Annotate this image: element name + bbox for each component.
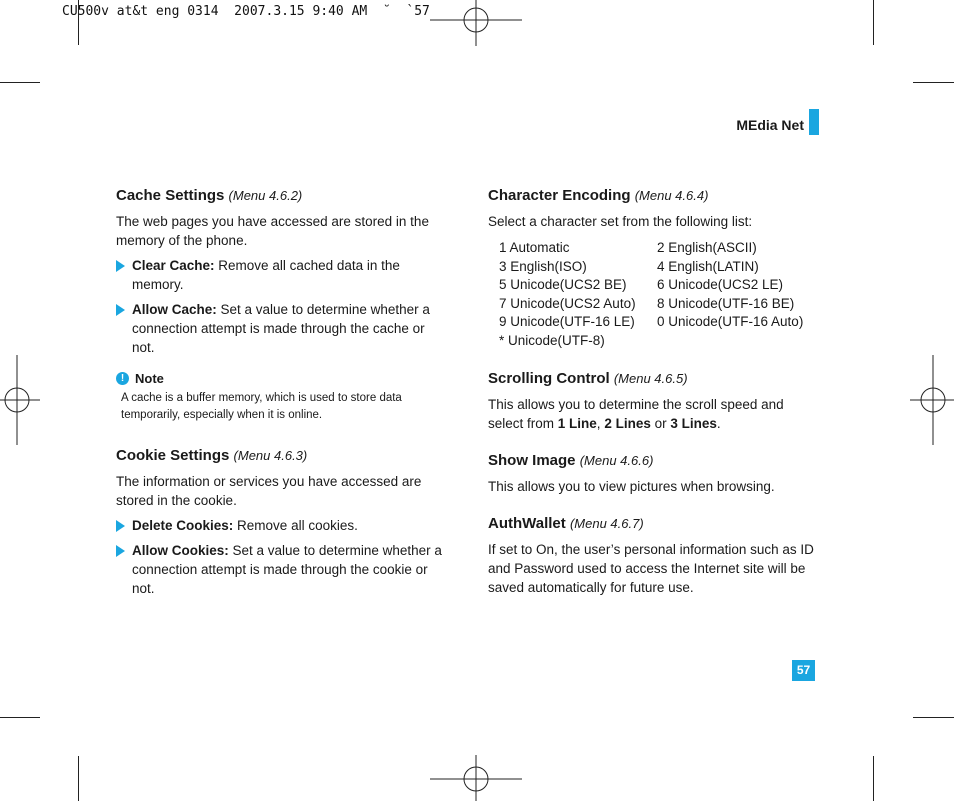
print-header: CU500v at&t eng 0314 2007.3.15 9:40 AM ˘ `57 bbox=[62, 4, 430, 19]
bullet-allow-cache bbox=[116, 300, 446, 357]
registration-mark-top bbox=[430, 0, 522, 48]
charset-option: 1 Automatic bbox=[499, 240, 570, 255]
crop-mark bbox=[0, 717, 40, 718]
cookie-intro: The information or services you have accessed are stored in the cookie. bbox=[116, 474, 422, 508]
menu-path: (Menu 4.6.2) bbox=[228, 188, 303, 203]
encoding-intro: Select a character set from the following list: bbox=[488, 214, 753, 229]
registration-mark-right bbox=[910, 355, 954, 445]
heading-title: Scrolling Control bbox=[488, 369, 610, 387]
exclamation-icon: ! bbox=[116, 372, 129, 385]
charset-option bbox=[657, 332, 827, 351]
menu-path: (Menu 4.6.7) bbox=[569, 515, 644, 531]
arrow-bullet-icon bbox=[116, 260, 125, 272]
charset-option: 8 Unicode(UTF-16 BE) bbox=[657, 295, 795, 311]
bullet-text: Remove all cookies. bbox=[233, 518, 358, 533]
bullet-label: Clear Cache: bbox=[132, 258, 215, 273]
scrolling-control-heading bbox=[488, 369, 818, 389]
charset-option: 7 Unicode(UCS2 Auto) bbox=[499, 295, 636, 311]
authwallet-text: If set to On, the user’s personal information such as ID and Password used to access the Internet site will be saved automatically for future use. bbox=[488, 541, 814, 595]
registration-mark-left bbox=[0, 355, 40, 445]
cache-settings-heading bbox=[116, 186, 446, 206]
heading-title: AuthWallet bbox=[488, 514, 566, 532]
bullet-label: Delete Cookies: bbox=[132, 518, 234, 533]
bullet-allow-cookies bbox=[116, 541, 446, 598]
bullet-text: Set a value to determine whether a connection attempt is made through the cookie or not. bbox=[132, 543, 442, 596]
bullet-text: Set a value to determine whether a connection attempt is made through the cache or not. bbox=[132, 302, 430, 355]
text-span: This allows you to determine the scroll speed and select from bbox=[488, 396, 784, 431]
arrow-bullet-icon bbox=[116, 520, 125, 532]
arrow-bullet-icon bbox=[116, 545, 125, 557]
character-encoding-heading bbox=[488, 186, 818, 206]
charset-option: 0 Unicode(UTF-16 Auto) bbox=[657, 314, 804, 330]
cache-intro: The web pages you have accessed are stored in the memory of the phone. bbox=[116, 214, 429, 248]
crop-mark bbox=[913, 82, 954, 83]
heading-title: Character Encoding bbox=[488, 187, 631, 204]
charset-option: * Unicode(UTF-8) bbox=[499, 332, 605, 348]
registration-mark-bottom bbox=[430, 755, 522, 801]
charset-option: 3 English(ISO) bbox=[499, 258, 587, 274]
bullet-label: Allow Cookies: bbox=[132, 543, 229, 558]
option-2-lines: 2 Lines bbox=[604, 415, 651, 431]
charset-option: 4 English(LATIN) bbox=[657, 258, 759, 274]
authwallet-heading bbox=[488, 514, 818, 534]
heading-title: Cookie Settings bbox=[116, 447, 230, 464]
menu-path: (Menu 4.6.4) bbox=[634, 188, 709, 203]
show-image-text: This allows you to view pictures when browsing. bbox=[488, 478, 775, 494]
option-1-line: 1 Line bbox=[557, 415, 597, 431]
scrolling-text bbox=[488, 395, 818, 433]
section-label: MEdia Net bbox=[736, 117, 804, 133]
crop-mark bbox=[873, 756, 874, 801]
charset-option: 2 English(ASCII) bbox=[657, 240, 757, 255]
charset-list bbox=[499, 239, 818, 351]
crop-mark bbox=[78, 756, 79, 801]
text-span: , bbox=[596, 415, 605, 431]
bullet-label: Allow Cache: bbox=[132, 302, 217, 317]
menu-path: (Menu 4.6.3) bbox=[233, 448, 308, 463]
bullet-clear-cache bbox=[116, 256, 446, 294]
bullet-text: Remove all cached data in the memory. bbox=[132, 258, 400, 292]
page-number: 57 bbox=[792, 660, 815, 681]
crop-mark bbox=[913, 717, 954, 718]
charset-option: 5 Unicode(UCS2 BE) bbox=[499, 277, 627, 293]
heading-title: Cache Settings bbox=[116, 187, 225, 204]
option-3-lines: 3 Lines bbox=[670, 415, 717, 431]
crop-mark bbox=[873, 0, 874, 45]
crop-mark bbox=[0, 82, 40, 83]
text-span: . bbox=[716, 415, 721, 431]
arrow-bullet-icon bbox=[116, 304, 125, 316]
right-column bbox=[488, 186, 818, 603]
show-image-heading bbox=[488, 451, 818, 471]
text-span: or bbox=[650, 415, 671, 431]
menu-path: (Menu 4.6.6) bbox=[579, 452, 654, 468]
left-column bbox=[116, 186, 446, 604]
charset-option: 6 Unicode(UCS2 LE) bbox=[657, 277, 784, 293]
cookie-settings-heading bbox=[116, 446, 446, 466]
bullet-delete-cookies bbox=[116, 516, 446, 535]
section-color-bar bbox=[809, 109, 819, 135]
menu-path: (Menu 4.6.5) bbox=[613, 370, 688, 386]
charset-option: 9 Unicode(UTF-16 LE) bbox=[499, 314, 635, 330]
heading-title: Show Image bbox=[488, 451, 576, 469]
note-title: Note bbox=[135, 371, 164, 386]
note-heading bbox=[116, 369, 446, 388]
note-text: A cache is a buffer memory, which is used to store data temporarily, especially when it is online. bbox=[121, 392, 402, 421]
